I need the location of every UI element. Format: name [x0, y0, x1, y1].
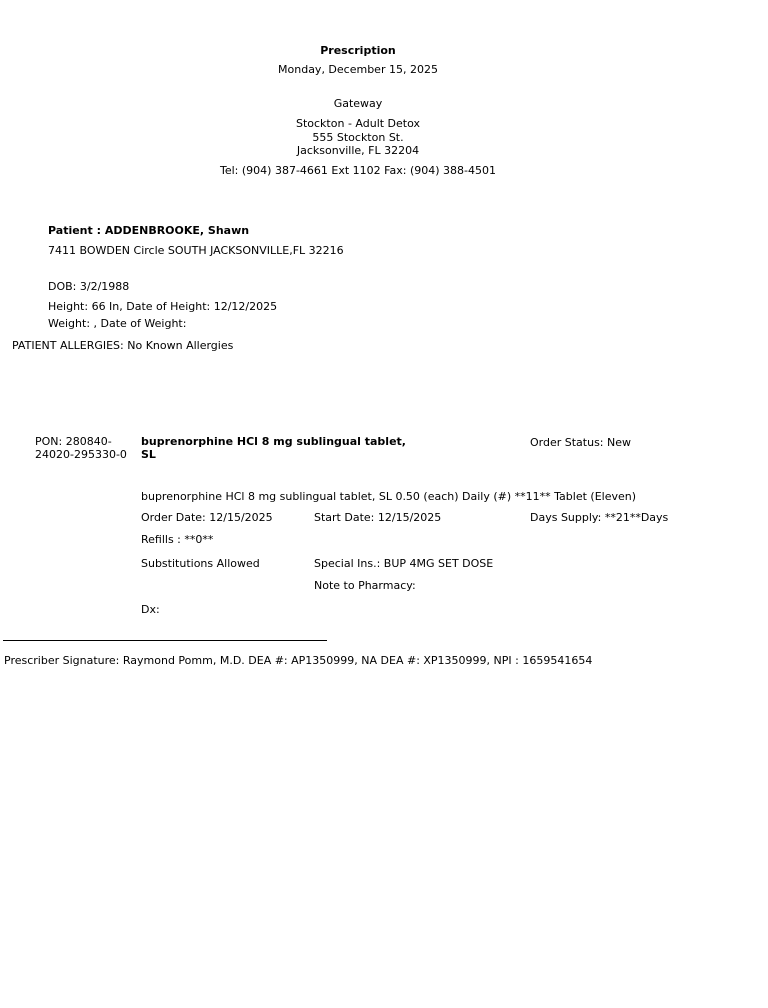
drug-name-line1: buprenorphine HCl 8 mg sublingual tablet, [141, 435, 406, 448]
substitutions: Substitutions Allowed [141, 557, 260, 570]
order-status: Order Status: New [530, 436, 632, 449]
organization-name: Gateway [333, 97, 383, 110]
patient-height: Height: 66 In, Date of Height: 12/12/2025 [48, 300, 278, 313]
signature-line [3, 640, 327, 641]
patient-dob: DOB: 3/2/1988 [48, 280, 130, 293]
patient-name: Patient : ADDENBROOKE, Shawn [48, 224, 250, 237]
drug-sig: buprenorphine HCl 8 mg sublingual tablet, SL 0.50 (each) Daily (#) **11** Tablet (Eleven) [141, 490, 637, 503]
special-instructions: Special Ins.: BUP 4MG SET DOSE [314, 557, 494, 570]
refills: Refills : **0** [141, 533, 214, 546]
patient-allergies: PATIENT ALLERGIES: No Known Allergies [12, 339, 234, 352]
order-date: Order Date: 12/15/2025 [141, 511, 273, 524]
start-date: Start Date: 12/15/2025 [314, 511, 442, 524]
patient-address: 7411 BOWDEN Circle SOUTH JACKSONVILLE,FL 32216 [48, 244, 344, 257]
facility-name: Stockton - Adult Detox [295, 117, 421, 130]
pon-number-line1: PON: 280840- [35, 435, 112, 448]
days-supply: Days Supply: **21**Days [530, 511, 669, 524]
note-to-pharmacy: Note to Pharmacy: [314, 579, 416, 592]
document-title: Prescription [320, 44, 396, 57]
diagnosis: Dx: [141, 603, 160, 616]
patient-weight: Weight: , Date of Weight: [48, 317, 187, 330]
prescriber-signature: Prescriber Signature: Raymond Pomm, M.D. DEA #: AP1350999, NA DEA #: XP1350999, NPI : 1659541654 [4, 654, 593, 667]
pon-number-line2: 24020-295330-0 [35, 448, 127, 461]
facility-street: 555 Stockton St. [312, 131, 404, 144]
document-date: Monday, December 15, 2025 [278, 63, 438, 76]
drug-name-line2: SL [141, 448, 156, 461]
facility-city: Jacksonville, FL 32204 [296, 144, 420, 157]
facility-phone-fax: Tel: (904) 387-4661 Ext 1102 Fax: (904) 388-4501 [220, 164, 496, 177]
